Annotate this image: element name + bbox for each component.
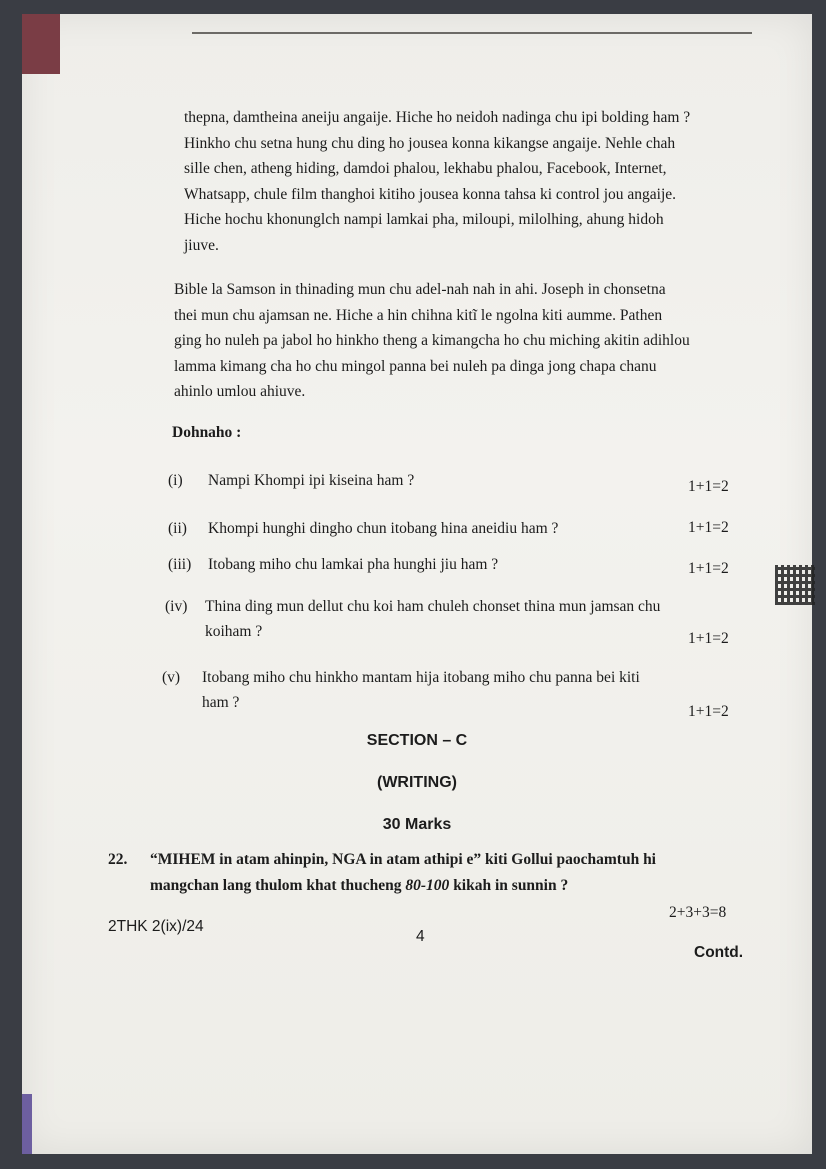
question-text: Thina ding mun dellut chu koi ham chuleh chonset thina mun jamsan chu [205, 598, 661, 615]
para-line: Whatsapp, chule film thanghoi kitiho jousea konna tahsa ki control jou angaije. [184, 185, 677, 203]
question-marks: 1+1=2 [688, 630, 729, 647]
questions-heading: Dohnaho : [172, 424, 242, 441]
qr-code-icon [775, 565, 815, 605]
question-marks: 1+1=2 [688, 560, 729, 577]
question-text: “MIHEM in atam ahinpin, NGA in atam athipi e” kiti Gollui paochamtuh hi [150, 851, 656, 868]
page-number: 4 [416, 928, 425, 945]
para-line: lamma kimang cha ho chu mingol panna bei nuleh pa dinga jong chapa chanu [174, 357, 657, 375]
question-text: koiham ? [205, 623, 263, 640]
question-number: (i) [168, 472, 183, 489]
question-22 [108, 848, 768, 902]
question-marks: 1+1=2 [688, 478, 729, 495]
question-number: (iv) [165, 598, 188, 615]
paragraph-1 [184, 106, 754, 258]
paragraph-2 [174, 278, 754, 405]
question-number: (v) [162, 669, 181, 686]
question-text: Itobang miho chu hinkho mantam hija itobang miho chu panna bei kiti [202, 669, 640, 686]
question-text-part: kikah in sunnin ? [449, 877, 569, 894]
question-v [162, 666, 762, 716]
exam-page [22, 14, 812, 1154]
paper-code: 2THK 2(ix)/24 [108, 918, 204, 935]
question-text-part: mangchan lang thulom khat thucheng [150, 877, 406, 894]
continued-label: Contd. [694, 944, 744, 961]
question-text: ham ? [202, 694, 240, 711]
question-marks: 2+3+3=8 [669, 904, 727, 921]
page-edge [22, 1094, 32, 1154]
question-number: 22. [108, 851, 128, 868]
question-i [168, 469, 748, 509]
question-text: Khompi hunghi dingho chun itobang hina aneidiu ham ? [208, 520, 559, 537]
question-number: (ii) [168, 520, 187, 537]
question-iii [168, 553, 748, 583]
para-line: ging ho nuleh pa jabol ho hinkho theng a kimangcha ho chu miching akitin adihlou [174, 332, 690, 349]
section-subtitle: (WRITING) [377, 774, 457, 791]
section-title: SECTION – C [366, 732, 468, 749]
question-iv [165, 595, 765, 645]
para-line: thepna, damtheina aneiju angaije. Hiche ho neidoh nadinga chu ipi bolding ham ? [184, 109, 691, 126]
para-line: thei mun chu ajamsan ne. Hiche a hin chihna kitĩ le ngolna kiti aumme. Pathen [174, 306, 663, 324]
question-text: Nampi Khompi ipi kiseina ham ? [208, 472, 415, 489]
question-text [150, 874, 568, 897]
para-line: jiuve. [184, 236, 219, 254]
question-ii [168, 517, 748, 547]
page-corner [22, 14, 60, 74]
question-marks: 1+1=2 [688, 703, 729, 720]
top-rule [192, 32, 752, 34]
question-text: Itobang miho chu lamkai pha hunghi jiu ham ? [208, 556, 499, 573]
para-line: ahinlo umlou ahiuve. [174, 383, 306, 400]
para-line: Bible la Samson in thinading mun chu adel-nah nah in ahi. Joseph in chonsetna [174, 281, 666, 298]
question-marks: 1+1=2 [688, 519, 729, 536]
para-line: Hiche hochu khonunglch nampi lamkai pha, miloupi, milolhing, ahung hidoh [184, 211, 664, 228]
section-marks: 30 Marks [382, 816, 452, 833]
question-number: (iii) [168, 556, 192, 573]
para-line: Hinkho chu setna hung chu ding ho jousea konna kikangse angaije. Nehle chah [184, 134, 676, 152]
para-line: sille chen, atheng hiding, damdoi phalou, lekhabu phalou, Facebook, Internet, [184, 160, 667, 177]
word-range: 80-100 [405, 877, 450, 894]
